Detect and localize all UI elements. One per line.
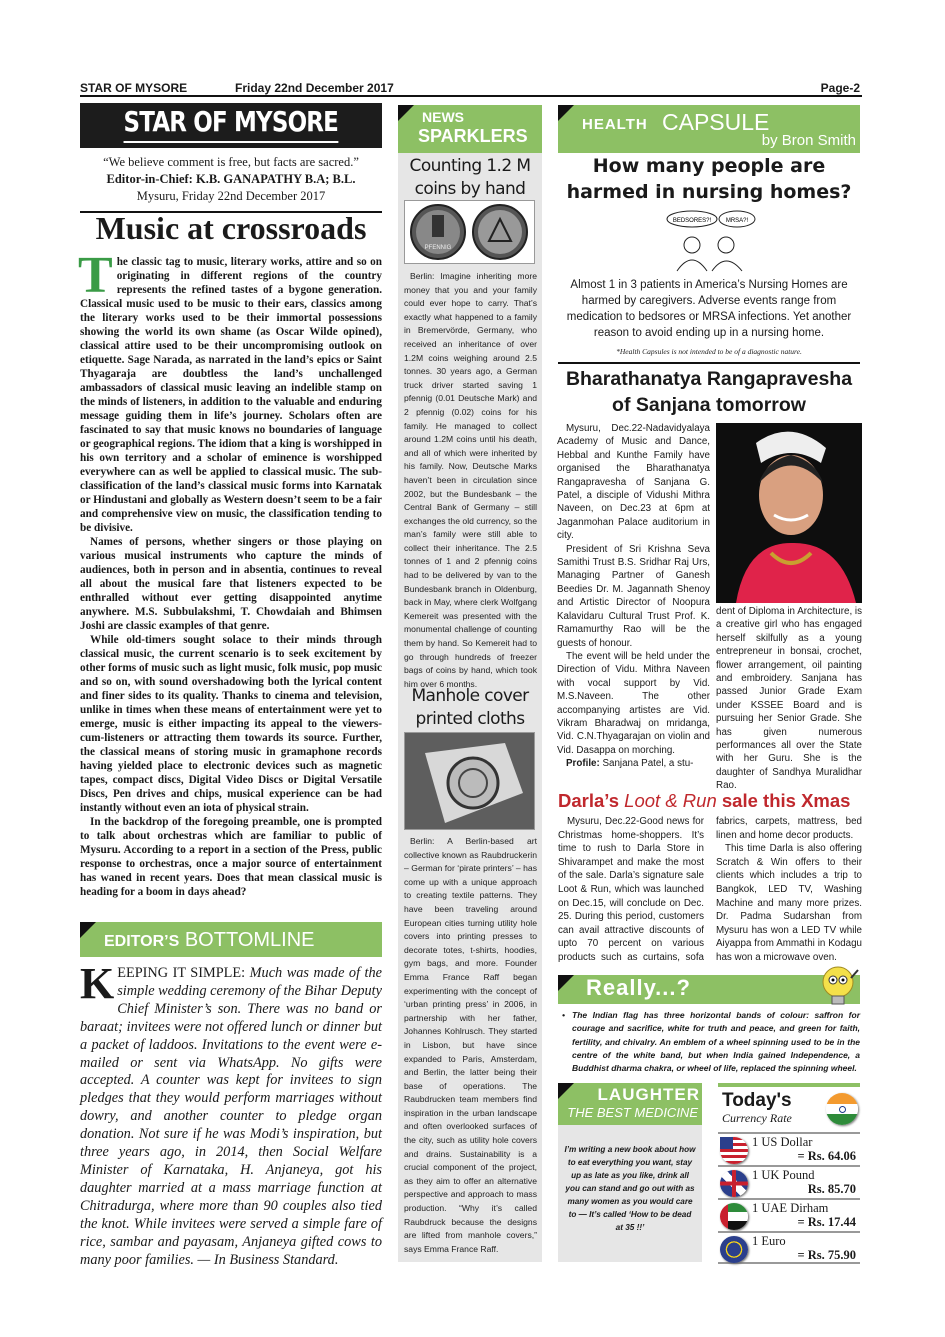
headline-part: sale this Xmas	[716, 790, 851, 811]
paragraph: Berlin: Imagine inheriting more money that you and your family could ever hope to carry. That’s exactly what happened to a family in Bremervörde, Germany, who received an inheritance of over 1.2M coins weighing around 2.5 tonnes. 30 years ago, a German truck driver started saving 1 pfennig (0.01 Deutsche Mark) and 2 pfennig (0.02) coins for his family. He managed to collect around 1.2M coins until his death, and all of which were inherited by his family. Now, Deutsche Marks haven’t been in circulation since 2002, but the Bundesbank – the Central Bank of Germany – still exchanges the old currency, so the man’s family were still able to collect their inheritance. The 2.5 tonnes of 1 and 2 pfennig coins had to be delivered by van to the Bundesbank branch in Oldenburg, back in May, where clerk Wolfgang Kemereit was presented with the monumental challenge of counting them by hand. So Kemereit had to go through hundreds of freezer bags of coins by hand, which took him over 6 months.	[404, 271, 537, 689]
drop-cap: T	[78, 247, 113, 304]
currency-title: Today's	[722, 1090, 792, 1111]
paragraph: Names of persons, whether singers or those playing on various musical instruments who capture the minds of audiences, both in person and in absentia, continues to reveal all about the musical fare that listeners expected to be enthralled without ever getting disappointed anytime anywhere. M.S. Subbulakshmi, T. Chowdaiah and Bhimsen Joshi are classic examples of that genre.	[80, 536, 382, 632]
currency-row	[718, 1132, 860, 1165]
masthead	[80, 103, 382, 148]
really-label: Really...?	[586, 975, 691, 1000]
corner-triangle-icon	[558, 975, 574, 991]
page-number: Page-2	[820, 81, 860, 95]
coins-image	[404, 200, 535, 264]
banner-label-top: LAUGHTER	[597, 1085, 700, 1104]
story-headline: Manhole cover printed cloths	[411, 686, 529, 729]
currency-name: 1 UAE Dirham	[752, 1201, 829, 1215]
paragraph: President of Sri Krishna Seva Samithi Trust B.S. Sridhar Raj Urs, Managing Partner of Ganesh Beedies Dr. M. Jagannath Shenoy and Artistic Director of Noopura Kalavidaru Cultural Trust Prof. K. Ramamurthy Rao will be the guests of honour.	[557, 543, 710, 649]
paragraph: While old-timers sought solace to their minds through classical music, the current scenario is to seek excitement by other forms of music such as light music, folk music, pop music and so on, with sound overshadowing both the lyrical content and finer sides to its quality. Thanks to cinema and television, unlike in times when these means of entertainment were yet to emerge, music is either impacting its appeal to the viewers-cum-listeners or attracting them towards its source. Further, the classical means of storing music in gramaphone records having yielded place to electronic devices such as magnetic tapes, compact discs, Digital Video Discs or Digital Versatile Discs, Pen drives and chips, musical experience can be had instantly without even an iota of physical strain.	[80, 634, 382, 814]
currency-rate: = Rs. 17.44	[797, 1215, 856, 1229]
currency-rate: = Rs. 75.90	[797, 1248, 856, 1262]
banner-label-top: NEWS	[422, 109, 464, 125]
paragraph: he classic tag to music, literary works, attire and so on originating in different regions of the country represents the refined tastes of a bygone generation. Classical music used to be music to their ears, classics among the literary works used to be their immortal possessions showing the world its own shame (as Oscar Wilde opined), classical attire used to be their uncompromising outlook on etiquette. Sage Narada, as narrated in the land’s epics or Saint Thyagaraja are doubtless the land’s unchallenged ambassadors of classical music leaving an indelible stamp on the minds of listeners, in addition to the valuable and enduring message guiding them in life’s journey. Scholars often are fascinated to say that music knows no boundaries of language or geographical regions. The idiom that a king is worshipped in his own territory and a scholar of eminence is worshipped everywhere can as well be applied to classical music. The sub-classification of the land’s classical music forms into Karnatak or Hindustani and globally as Western doesn’t seem to be a fair and comprehensive view on music, the classification tending to be divisive.	[80, 256, 382, 534]
story-body	[404, 270, 537, 689]
corner-triangle-icon	[558, 105, 574, 121]
bottomline-body	[80, 959, 383, 1268]
paragraph: Berlin: A Berlin-based art collective known as Raubdruckerin – German for ‘pirate printers’ – has come up with a unique approach to creating textile patterns. They have been traveling around European cities turning utility hole covers into printing presses to decorate totes, t-shirts, hoodies, gym bags, and more. Founder Emma France Raff began experimenting with the concept of ‘urban printing press’ in 2006, in partnership with her father, Johannes Kohlrusch. They started in Lisbon, but have since expanded to Paris, Amsterdam, and Berlin, the latter being their base of operations. The Raubdrucken team members find inspiration in the urban landscape and often overlooked surfaces of the city, such as utility hole covers and drains. Sustainability is a crucial component of the project, as they aim to offer an alternative perspective and approach to mass production. “Why it’s called Raubdruck because the designs are lifted from manhole covers,” says Emma France Raff.	[404, 836, 537, 1254]
byline: by Bron Smith	[761, 132, 856, 149]
editor-line: Editor-in-Chief: K.B. GANAPATHY B.A; B.L.	[106, 172, 356, 186]
bottomline-label-big: BOTTOMLINE	[184, 929, 315, 951]
header-date: Friday 22nd December 2017	[235, 81, 394, 95]
currency-row	[718, 1165, 860, 1198]
paragraph: The event will be held under the Direction of Vidu. Mithra Naveen with vocal support by Vid. M.S.Naveen. The other accompanying artistes are Vid. Vikram Bharadwaj on mridanga, Vid. C.N.Thyagarajan on violin and Vid. Dasappa on morching.	[557, 650, 710, 756]
currency-name: 1 US Dollar	[752, 1135, 813, 1149]
bubble-text: BEDSORES?!	[672, 218, 712, 224]
banner-label-bottom: SPARKLERS	[418, 126, 528, 146]
profile-text: dent of Diploma in Architecture, is a creative girl who has engaged herself skilfully as a young entrepreneur in bonsai, crochet, flower arrangement, oil painting and embroidery. Sanjana has passed Junior Grade Exam under KSSEE Board and is pursuing her Senior Grade. She has given numerous performances all over the State with her Guru. She is the daughter of Sandhya Muralidhar Rao.	[716, 606, 862, 792]
coin-text: PFENNIG	[424, 245, 452, 251]
uk-flag-icon	[720, 1170, 748, 1197]
uae-flag-icon	[720, 1203, 748, 1230]
us-flag-icon	[720, 1137, 748, 1164]
currency-subtitle: Currency Rate	[722, 1111, 792, 1125]
news-sparklers-banner	[398, 105, 542, 153]
drop-cap: K	[80, 959, 115, 1008]
paper-name: STAR OF MYSORE	[80, 81, 188, 95]
laughter-box	[558, 1083, 702, 1262]
banner-label-big: CAPSULE	[662, 109, 770, 135]
paragraph: Mysuru, Dec.22-Nadavidyalaya Academy of Music and Dance, Hebbal and Kunthe Family have organised the Bharathanatya Rangapravesha of Sanjana G. Patel, a disciple of Vidushi Mithra Naveen, on Dec.23 at 6pm at Jaganmohan Palace auditorium in city.	[557, 423, 710, 542]
health-text: Almost 1 in 3 patients in America’s Nursing Homes are harmed by caregivers. Adverse events range from medication to bedsores or MRSA infections. Yet another reason to avoid ending up in a nursing home.	[566, 279, 852, 339]
corner-triangle-icon	[398, 105, 414, 121]
health-headline: How many people are harmed in nursing homes?	[566, 155, 852, 203]
news-sparklers-column	[398, 105, 542, 1262]
bottomline-text: Much was made of the simple wedding ceremony of the Bihar Deputy Chief Minister’s son. There was no band or baraat; invitees were not offered lunch or dinner but a packet of laddoos. Invitations to the event were e-mailed or sent via WhatsApp. No gifts were accepted. A counter was kept for invitees to sign pledges that they would perform marriages without dowry, and another counter to pledge organ donation. Not sure if he was Modi’s inspiration, but three years ago, in 2014, then Social Welfare Minister of Karnataka, H. Anjaneya, got his daughter married at a mass marriage function at Chitradurga, where more than 90 couples also tied the knot. While invitees were served a simple fare of rice, sambar and payasam, Anjaneya gifted cows to many poor families. — In Business Standard.	[80, 965, 383, 1268]
banner-label-small: HEALTH	[582, 116, 648, 133]
currency-row	[718, 1198, 860, 1231]
health-capsule-banner	[558, 105, 860, 153]
editorial-headline: Music at crossroads	[95, 210, 367, 246]
editorial-body	[78, 247, 382, 915]
dateline: Mysuru, Friday 22nd December 2017	[136, 189, 326, 203]
story-body	[404, 835, 537, 1255]
bharathanatya-body-right	[716, 605, 862, 793]
nursing-cartoon	[662, 209, 757, 271]
paragraph: Mysuru, Dec.22-Good news for Christmas home-shoppers. It’s time to rush to Darla Store in Shivarampet and make the most of the sale. Darla’s signature sale Loot & Run, which was launched on Dec.15, will conclude on Dec. 25. During this period, customers can avail attractive discounts of upto 70 percent on various products such as curtains, sofa fabrics, carpets, mattress, bed linen and home decor products.	[558, 816, 862, 963]
joke-text: I’m writing a new book about how to eat everything you want, stay up as late as you like, drink all you can stand and go out with as many women as you would care to — It’s called ‘How to be dead at 35 !!’	[564, 1145, 696, 1232]
headline-part: Darla’s	[558, 790, 625, 811]
paragraph: In the backdrop of the foregoing preamble, one is prompted to talk about orchestras which are familiar to public of Mysuru. According to a report in a section of the Press, public response to orchestras, once a major source of entertainment has waned in recent years. Does that mean classical music is heading for a boom in days ahead?	[80, 816, 382, 898]
page-header	[80, 81, 862, 97]
bubble-text: MRSA?!	[725, 218, 749, 224]
darla-body	[558, 815, 862, 965]
bottomline-lead: EEPING IT SIMPLE:	[117, 965, 246, 981]
bottomline-label-small: EDITOR’S	[104, 933, 180, 950]
story-headline: Counting 1.2 M coins by hand	[409, 156, 531, 199]
currency-name: 1 UK Pound	[752, 1168, 815, 1182]
bulb-mascot-icon	[818, 964, 862, 1008]
really-text: • The Indian flag has three horizontal bands of colour: saffron for courage and sacrifice, white for truth and peace, and green for faith, fertility, and chivalry. An emblem of a wheel spinning used to be in the centre of the white band, but when India gained Independence, a Buddhist dharma chakra, or wheel of life, replaced the spinning wheel.	[562, 1009, 860, 1075]
banner-label-bottom: THE BEST MEDICINE	[567, 1105, 698, 1120]
really-banner	[558, 975, 860, 1004]
profile-label: Profile:	[566, 758, 600, 770]
motto: “We believe comment is free, but facts are sacred.”	[103, 155, 359, 169]
eu-flag-icon	[720, 1236, 748, 1263]
currency-name: 1 Euro	[752, 1234, 786, 1248]
corner-triangle-icon	[80, 922, 96, 938]
india-flag-icon	[826, 1093, 858, 1125]
currency-rate: Rs. 85.70	[807, 1182, 856, 1196]
divider	[718, 1083, 860, 1087]
dancer-photo	[716, 423, 862, 603]
bharathanatya-body-left	[557, 422, 710, 771]
laughter-banner	[558, 1083, 702, 1125]
darla-headline	[558, 790, 862, 812]
masthead-title: STAR OF MYSORE	[124, 103, 338, 143]
health-disclaimer: *Health Capsules is not intended to be of a diagnostic nature.	[558, 347, 860, 364]
currency-row	[718, 1231, 860, 1264]
manhole-cloth-image	[404, 732, 535, 830]
currency-rate: = Rs. 64.06	[797, 1149, 856, 1163]
bharathanatya-headline: Bharathanatya Rangapravesha of Sanjana tomorrow	[565, 368, 853, 416]
masthead-info	[80, 154, 382, 213]
paragraph: This time Darla is also offering Scratch & Win offers to their clients which includes a trip to Bangkok, LED TV, Washing Machine and many more prizes. Dr. Padma Sudarshan from Mysuru has won a LED TV while Aiyappa from Ammathi in Kodagu has won a microwave oven.	[716, 843, 862, 963]
profile-text: Sanjana Patel, a stu-	[602, 758, 694, 770]
editors-bottomline-banner	[80, 922, 382, 957]
currency-rate-box	[718, 1083, 860, 1264]
headline-part: Loot & Run	[624, 790, 717, 811]
